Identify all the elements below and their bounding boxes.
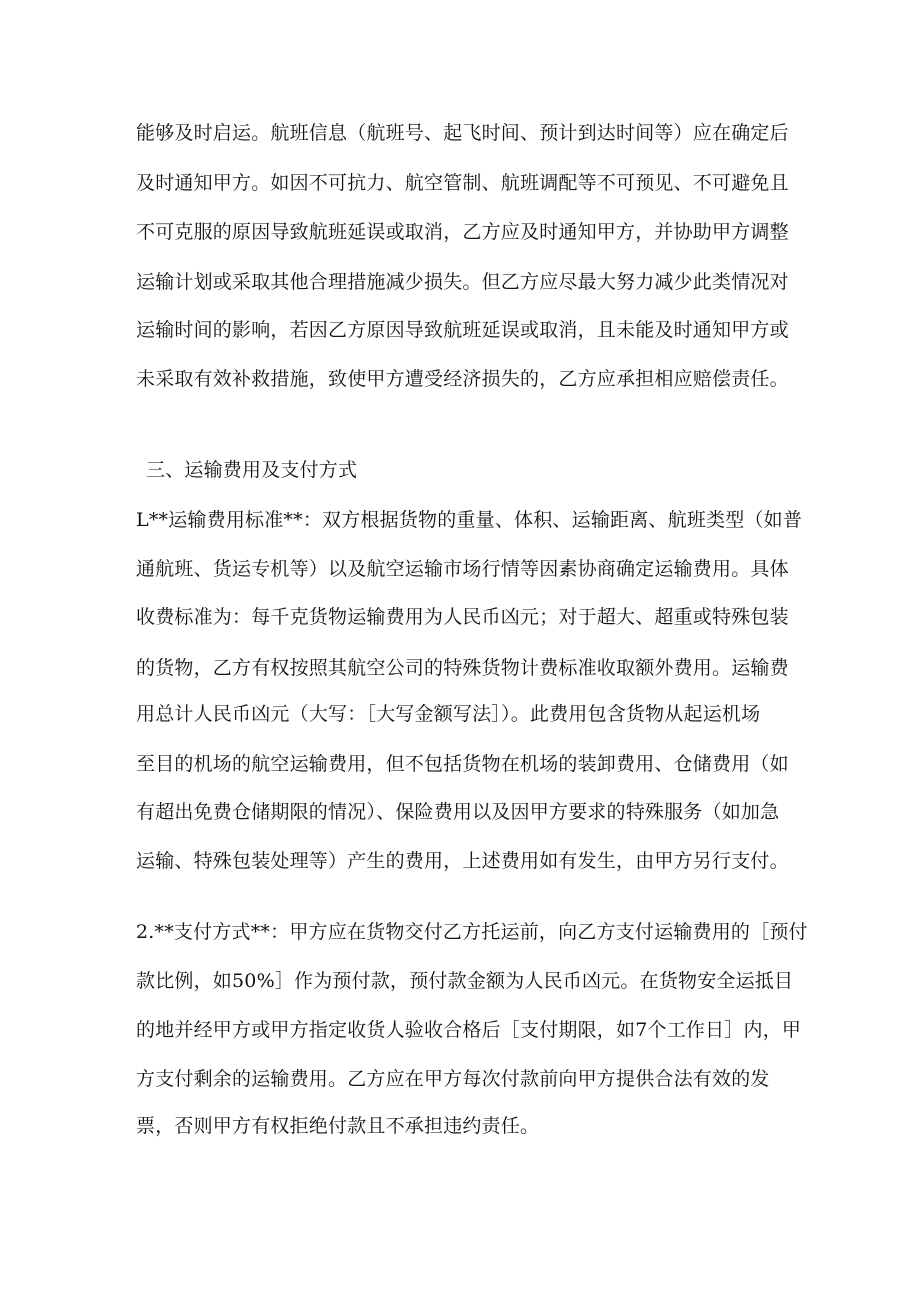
- clause2-line: 2.**支付方式**：甲方应在货物交付乙方托运前，向乙方支付运输费用的［预付: [136, 921, 808, 943]
- section-heading: 三、运输费用及支付方式: [146, 459, 358, 481]
- clause1-line: 有超出免费仓储期限的情况）、保险费用以及因甲方要求的特殊服务（如加急: [136, 801, 780, 823]
- paragraph-line: 运输计划或采取其他合理措施减少损失。但乙方应尽最大努力减少此类情况对: [136, 271, 789, 293]
- clause2-line: 票，否则甲方有权拒绝付款且不承担违约责任。: [136, 1115, 540, 1137]
- paragraph-line: 及时通知甲方。如因不可抗力、航空管制、航班调配等不可预见、不可避免且: [136, 172, 789, 194]
- clause1-line: 运输、特殊包装处理等）产生的费用，上述费用如有发生，由甲方另行支付。: [136, 850, 789, 872]
- paragraph-line: 能够及时启运。航班信息（航班号、起飞时间、预计到达时间等）应在确定后: [136, 122, 789, 144]
- clause1-line: 至目的机场的航空运输费用，但不包括货物在机场的装卸费用、仓储费用（如: [136, 753, 789, 775]
- clause2-line: 方支付剩余的运输费用。乙方应在甲方每次付款前向甲方提供合法有效的发: [136, 1068, 770, 1090]
- clause1-line: L**运输费用标准**：双方根据货物的重量、体积、运输距离、航班类型（如普: [136, 509, 803, 531]
- paragraph-line: 不可克服的原因导致航班延误或取消，乙方应及时通知甲方，并协助甲方调整: [136, 221, 789, 243]
- clause1-line: 通航班、货运专机等）以及航空运输市场行情等因素协商确定运输费用。具体: [136, 558, 789, 580]
- clause1-line: 用总计人民币凶元（大写：［大写金额写法］）。此费用包含货物从起运机场: [136, 703, 761, 725]
- paragraph-line: 未采取有效补救措施，致使甲方遭受经济损失的，乙方应承担相应赔偿责任。: [136, 368, 789, 390]
- clause1-line: 收费标准为：每千克货物运输费用为人民币凶元；对于超大、超重或特殊包装: [136, 606, 789, 628]
- clause2-line: 款比例，如50%］作为预付款，预付款金额为人民币凶元。在货物安全运抵目: [136, 970, 794, 992]
- clause1-line: 的货物，乙方有权按照其航空公司的特殊货物计费标准收取额外费用。运输费: [136, 657, 789, 679]
- paragraph-line: 运输时间的影响，若因乙方原因导致航班延误或取消，且未能及时通知甲方或: [136, 319, 789, 341]
- clause2-line: 的地并经甲方或甲方指定收货人验收合格后［支付期限，如7个工作日］内，甲: [136, 1019, 802, 1041]
